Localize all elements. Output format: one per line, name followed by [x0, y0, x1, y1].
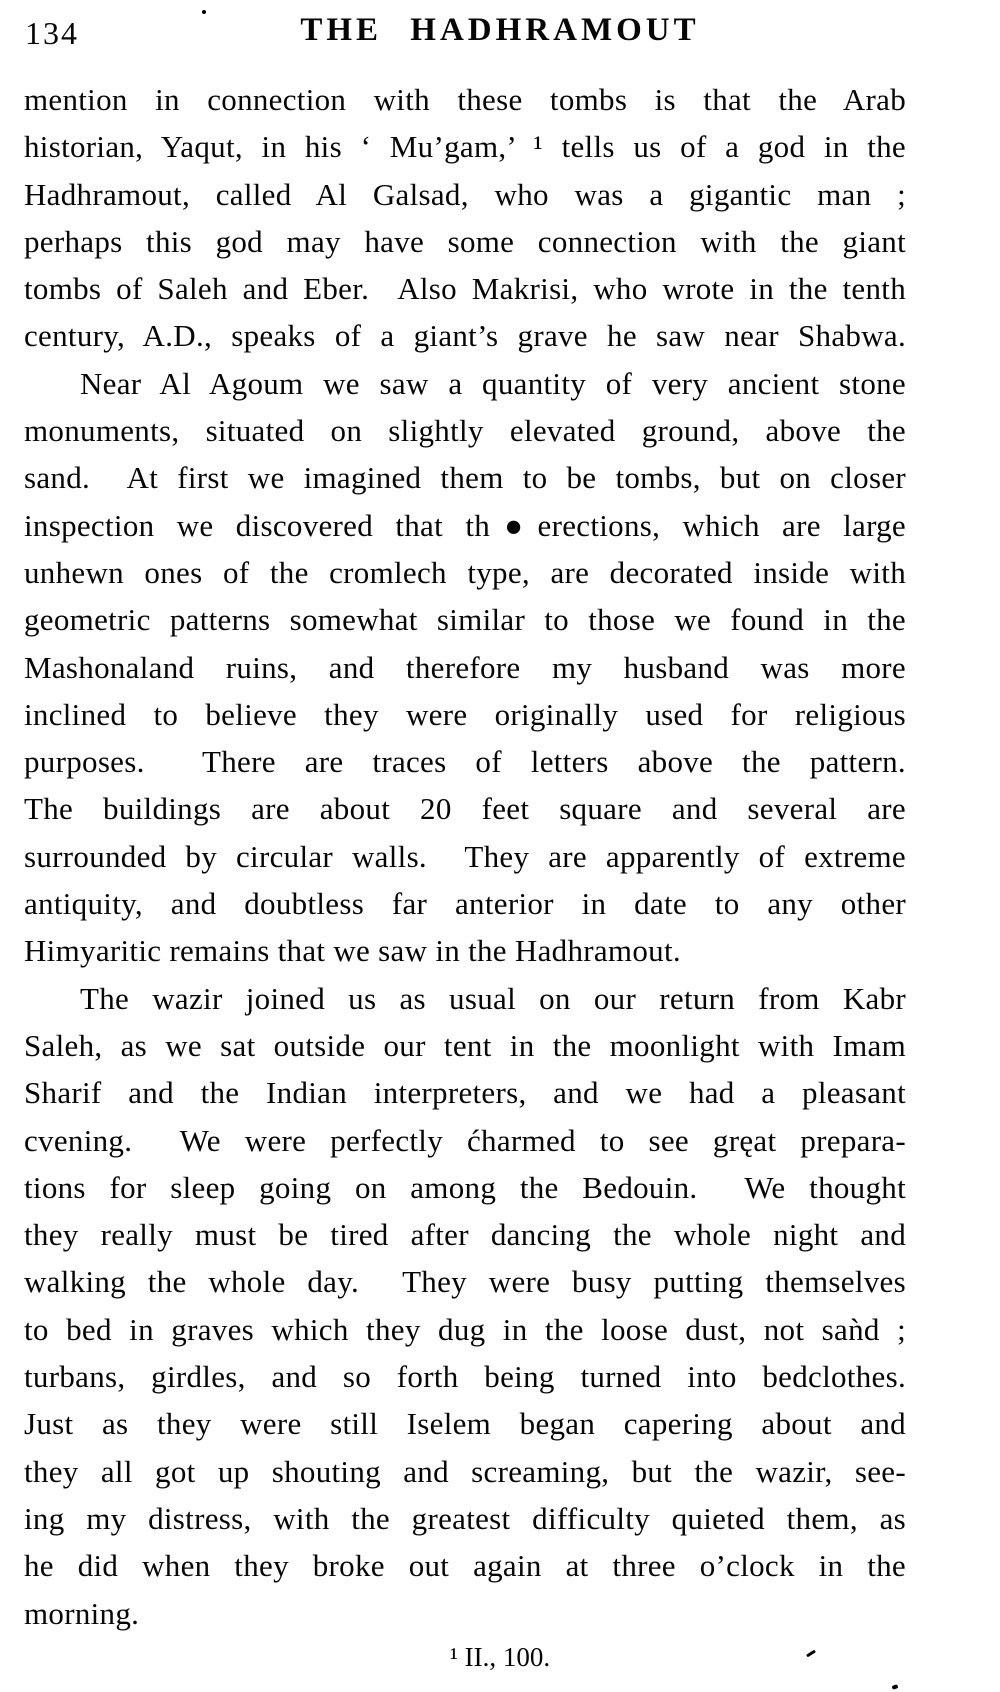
- text-line: tombs of Saleh and Eber. Also Makrisi, who wrote in the tenth: [24, 271, 906, 307]
- text-line: surrounded by circular walls. They are apparently of extreme: [24, 838, 906, 874]
- text-line: purposes. There are traces of letters above the pattern.: [24, 744, 906, 780]
- text-line: Saleh, as we sat outside our tent in the moonlight with Imam: [24, 1027, 906, 1063]
- text-line: walking the whole day. They were busy putting themselves: [24, 1264, 906, 1300]
- text-line: they really must be tired after dancing the whole night and: [24, 1217, 906, 1253]
- page-number: 134: [25, 15, 79, 51]
- text-line: morning.: [24, 1595, 140, 1631]
- text-line: Sharif and the Indian interpreters, and we had a pleasant: [24, 1075, 906, 1111]
- text-line: century, A.D., speaks of a giant’s grave he saw near Shabwa.: [24, 318, 906, 354]
- text-line: Hadhramout, called Al Galsad, who was a gigantic man ;: [24, 176, 906, 212]
- text-line: Near Al Agoum we saw a quantity of very ancient stone: [80, 365, 906, 401]
- text-line: ing my distress, with the greatest difficulty quieted them, as: [24, 1500, 906, 1536]
- text-line: sand. At first we imagined them to be tombs, but on closer: [24, 460, 906, 496]
- text-line: The buildings are about 20 feet square and several are: [24, 791, 906, 827]
- text-line: mention in connection with these tombs is that the Arab: [24, 82, 906, 117]
- text-line: historian, Yaqut, in his ‘ Mu’gam,’ ¹ tells us of a god in the: [24, 129, 906, 165]
- text-line: The wazir joined us as usual on our return from Kabr: [80, 980, 906, 1016]
- footnote: ¹ II., 100.: [449, 1642, 551, 1672]
- ink-speck: [891, 1684, 898, 1690]
- text-line: he did when they broke out again at three o’clock in the: [24, 1548, 906, 1584]
- text-line: unhewn ones of the cromlech type, are decorated inside with: [24, 554, 906, 590]
- text-line: perhaps this god may have some connection with the giant: [24, 223, 906, 259]
- text-line: cvening. We were perfectly ćharmed to see gręat prepara-: [24, 1122, 906, 1158]
- text-line: Just as they were still Iselem began capering about and: [24, 1406, 906, 1442]
- text-line: monuments, situated on slightly elevated ground, above the: [24, 413, 906, 449]
- text-line: to bed in graves which they dug in the loose dust, not saǹd ;: [24, 1311, 906, 1347]
- text-line: Himyaritic remains that we saw in the Hadhramout.: [24, 933, 681, 969]
- text-line: turbans, girdles, and so forth being turned into bedclothes.: [24, 1359, 906, 1395]
- text-line: Mashonaland ruins, and therefore my husband was more: [24, 649, 906, 685]
- page-header: [0, 12, 1000, 64]
- text-line: inclined to believe they were originally used for religious: [24, 696, 906, 732]
- page-body: [24, 76, 906, 1637]
- text-line: inspection we discovered that th●erections, which are large: [24, 507, 906, 543]
- running-title: THE HADHRAMOUT: [300, 12, 700, 48]
- text-line: antiquity, and doubtless far anterior in date to any other: [24, 886, 906, 922]
- ink-speck: [202, 10, 206, 14]
- text-line: tions for sleep going on among the Bedouin. We thought: [24, 1169, 906, 1205]
- text-line: geometric patterns somewhat similar to those we found in the: [24, 602, 906, 638]
- text-line: they all got up shouting and screaming, but the wazir, see-: [24, 1453, 906, 1489]
